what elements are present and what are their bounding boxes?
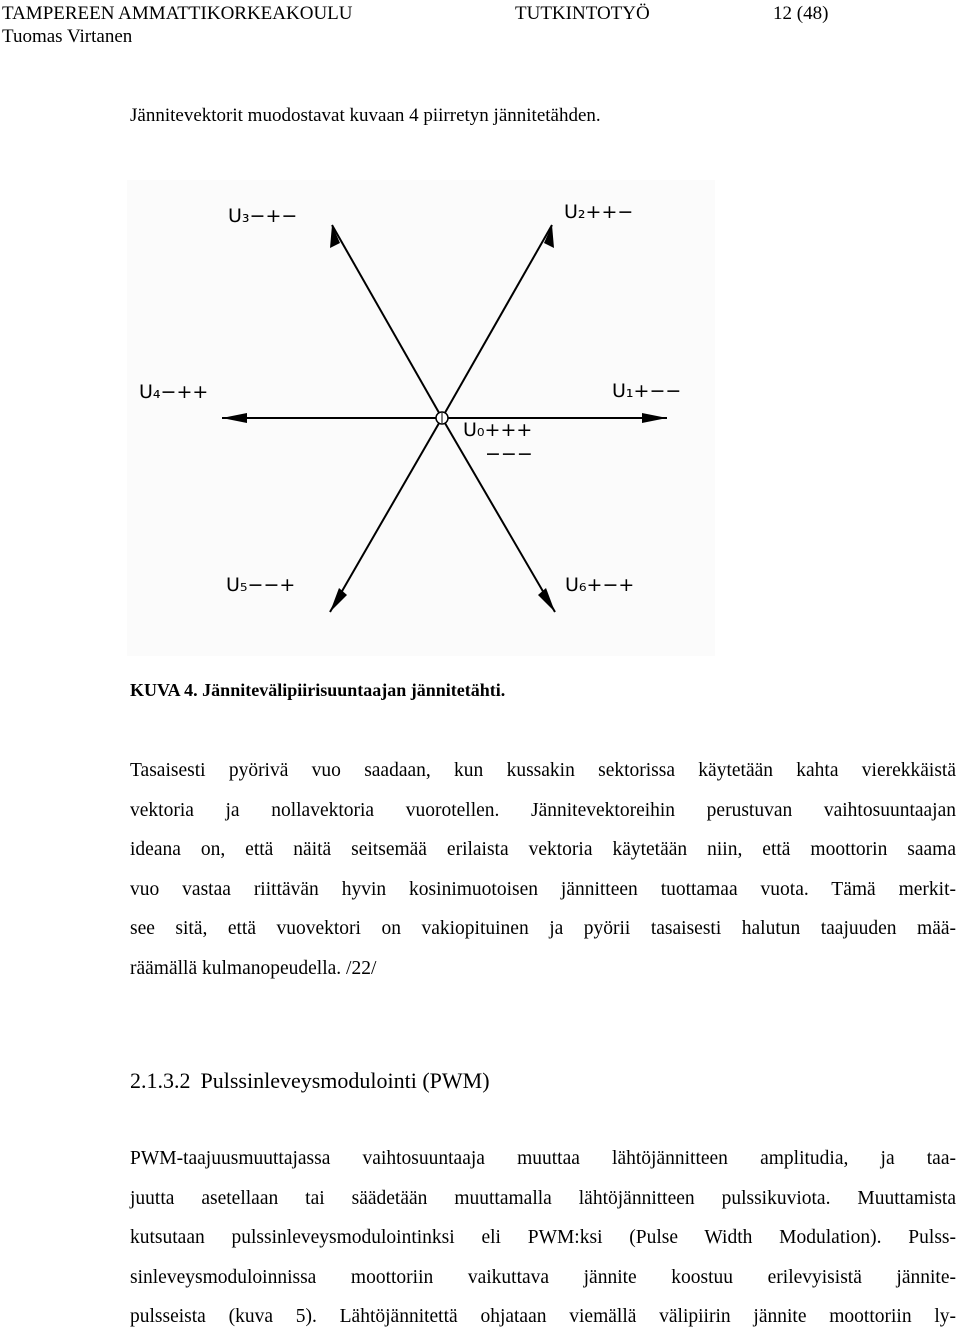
- header-institution: TAMPEREEN AMMATTIKORKEAKOULU: [2, 3, 353, 24]
- paragraph-line: see sitä, että vuovektori on vakiopituinen ja pyörii tasaisesti halutun taajuuden mää-: [130, 918, 956, 939]
- paragraph-1: [130, 751, 956, 988]
- paragraph-line: PWM-taajuusmuuttajassa vaihtosuuntaaja muuttaa lähtöjännitteen amplitudia, ja taa-: [130, 1148, 956, 1169]
- section-title: Pulssinleveysmodulointi (PWM): [200, 1068, 490, 1093]
- label-u2: U₂++−: [564, 201, 634, 223]
- label-u0: U₀+++: [463, 419, 533, 441]
- section-number: 2.1.3.2: [130, 1068, 191, 1093]
- paragraph-line: räämällä kulmanopeudella. /22/: [130, 957, 377, 979]
- paragraph-2: [130, 1139, 956, 1337]
- paragraph-line: ideana on, että näitä seitsemää erilaista vektoria käytetään niin, että moottorin saama: [130, 839, 956, 860]
- header-author: Tuomas Virtanen: [2, 26, 133, 47]
- voltage-star-figure: [127, 180, 715, 656]
- label-u4: U₄−++: [139, 381, 209, 403]
- paragraph-line: juutta asetellaan tai säädetään muuttamalla lähtöjännitteen pulssikuviota. Muuttamista: [130, 1187, 956, 1209]
- paragraph-line: kutsutaan pulssinleveysmodulointinksi eli PWM:ksi (Pulse Width Modulation). Pulss-: [130, 1227, 956, 1248]
- label-u5: U₅−−+: [226, 574, 296, 596]
- header-doc-type: TUTKINTOTYÖ: [515, 3, 650, 24]
- paragraph-line: pulsseista (kuva 5). Lähtöjännitettä ohjataan viemällä välipiirin jännite moottoriin ly-: [130, 1306, 956, 1327]
- label-u1: U₁+−−: [612, 380, 682, 402]
- intro-sentence: Jännitevektorit muodostavat kuvaan 4 piirretyn jännitetähden.: [130, 105, 601, 126]
- paragraph-line: vektoria ja nollavektoria vuorotellen. Jännitevektoreihin perustuvan vaihtosuuntaajan: [130, 799, 956, 821]
- figure-caption: KUVA 4. Jännitevälipiirisuuntaajan jännitetähti.: [130, 680, 506, 700]
- label-u3: U₃−+−: [228, 205, 298, 227]
- header-page-number: 12 (48): [773, 3, 829, 24]
- label-u0-lower: −−−: [485, 443, 533, 465]
- paragraph-line: vuo vastaa riittävän hyvin kosinimuotoisen jännitteen tuottamaa vuota. Tämä merkit-: [130, 878, 956, 900]
- section-heading: [130, 1068, 490, 1094]
- paragraph-line: Tasaisesti pyörivä vuo saadaan, kun kussakin sektorissa käytetään kahta vierekkäistä: [130, 760, 956, 781]
- label-u6: U₆+−+: [565, 574, 635, 596]
- paragraph-line: sinleveysmoduloinnissa moottoriin vaikuttava jännite koostuu erilevyisistä jännite-: [130, 1266, 956, 1288]
